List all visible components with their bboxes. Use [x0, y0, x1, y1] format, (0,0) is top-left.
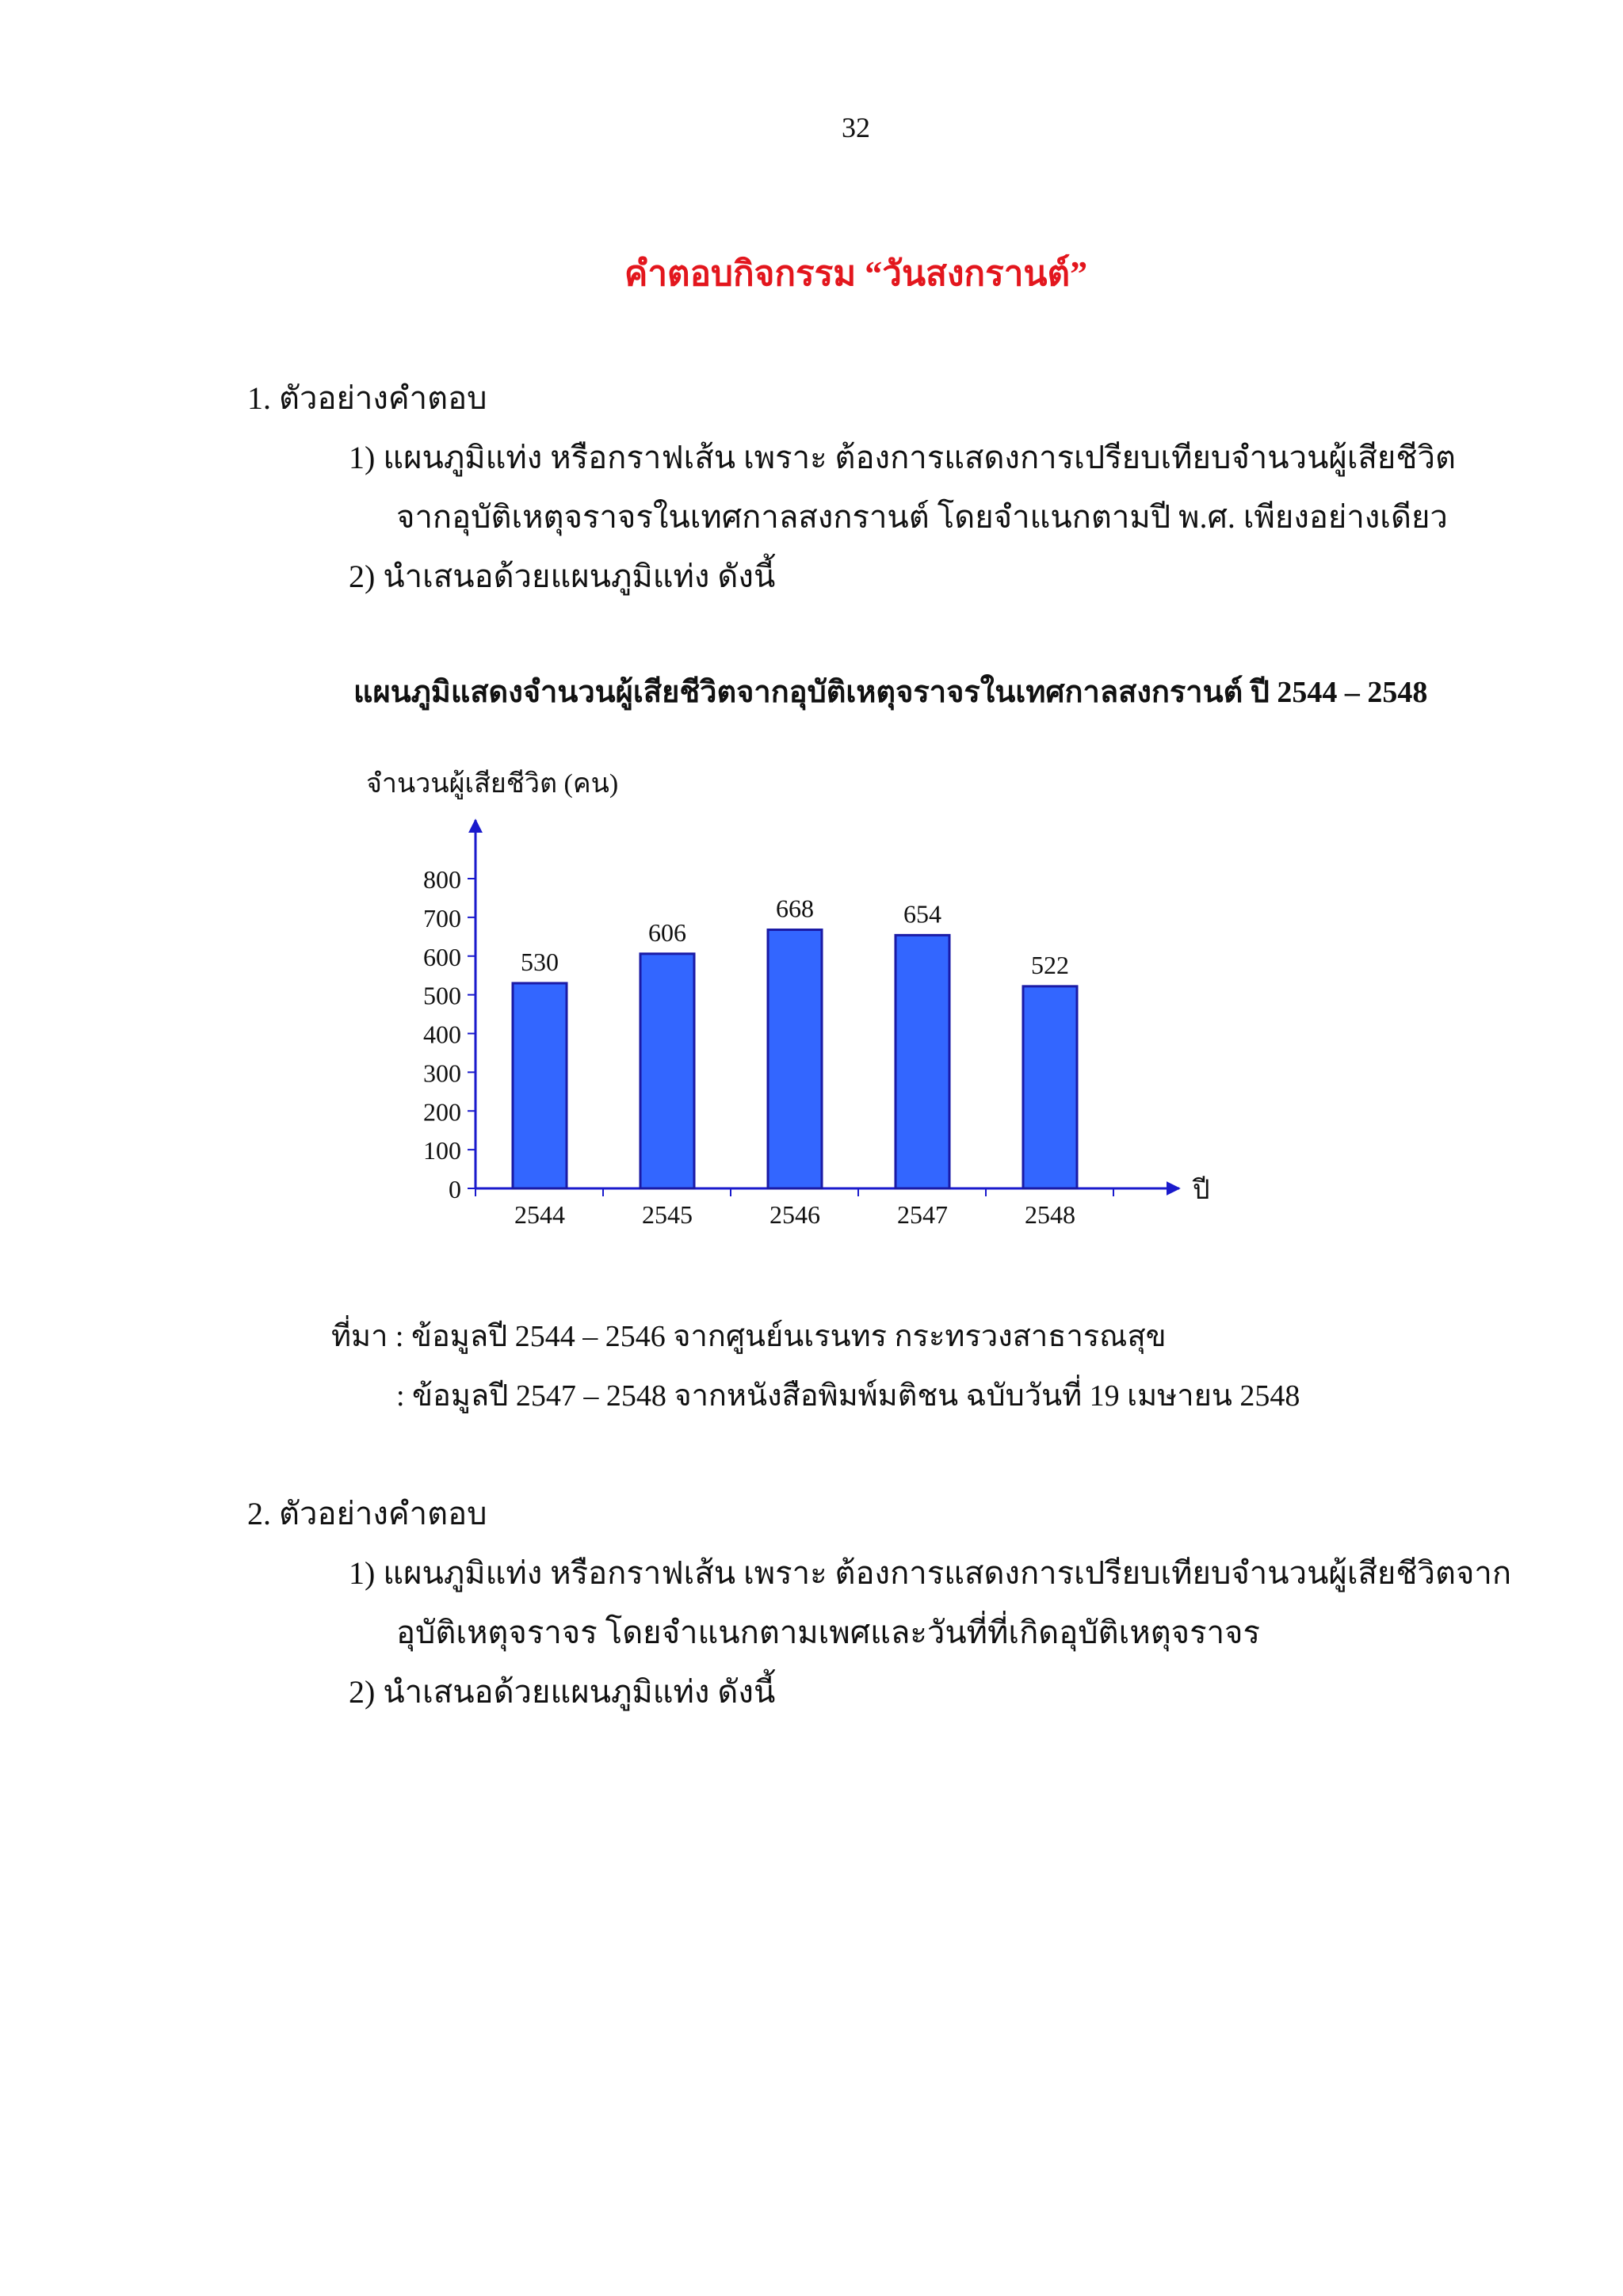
bar-2548 — [1023, 986, 1077, 1188]
section2-item2: 2) นำเสนอด้วยแผนภูมิแท่ง ดังนี้ — [349, 1674, 776, 1710]
x-tick-label: 2545 — [642, 1200, 693, 1229]
y-axis-label: จำนวนผู้เสียชีวิต (คน) — [366, 769, 619, 799]
x-tick-label: 2547 — [897, 1200, 948, 1229]
data-label: 668 — [776, 894, 814, 923]
y-tick-label: 600 — [423, 942, 461, 971]
data-label: 654 — [903, 899, 941, 929]
y-tick-label: 500 — [423, 981, 461, 1010]
source-line2: : ข้อมูลปี 2547 – 2548 จากหนังสือพิมพ์มติชน ฉบับวันที่ 19 เมษายน 2548 — [396, 1379, 1300, 1413]
section2-item1-line1: 1) แผนภูมิแท่ง หรือกราฟเส้น เพราะ ต้องการแสดงการเปรียบเทียบจำนวนผู้เสียชีวิตจาก — [349, 1555, 1512, 1591]
y-tick-label: 400 — [423, 1020, 461, 1049]
data-label: 606 — [648, 917, 686, 947]
y-tick-label: 700 — [423, 903, 461, 933]
y-tick-label: 0 — [449, 1175, 461, 1203]
bar-2545 — [640, 954, 694, 1188]
section2-item1-line2: อุบัติเหตุจราจร โดยจำแนกตามเพศและวันที่ที่เกิดอุบัติเหตุจราจร — [396, 1615, 1260, 1650]
section1-item2: 2) นำเสนอด้วยแผนภูมิแท่ง ดังนี้ — [349, 559, 776, 594]
x-axis-label: ปี — [1193, 1176, 1210, 1205]
y-tick-label: 800 — [423, 865, 461, 894]
x-tick-label: 2546 — [769, 1200, 820, 1229]
bar-2546 — [768, 930, 822, 1188]
page-title: คำตอบกิจกรรม “วันสงกรานต์” — [624, 254, 1088, 293]
section1-item1-line1: 1) แผนภูมิแท่ง หรือกราฟเส้น เพราะ ต้องการแสดงการเปรียบเทียบจำนวนผู้เสียชีวิต — [349, 440, 1456, 475]
bar-2547 — [896, 935, 949, 1188]
y-tick-label: 100 — [423, 1136, 461, 1165]
x-tick-label: 2548 — [1025, 1200, 1075, 1229]
bar-2544 — [513, 983, 567, 1188]
data-label: 522 — [1031, 950, 1069, 979]
section1-heading: 1. ตัวอย่างคำตอบ — [247, 380, 487, 416]
y-tick-label: 200 — [423, 1097, 461, 1127]
data-label: 530 — [521, 947, 559, 976]
chart-title: แผนภูมิแสดงจำนวนผู้เสียชีวิตจากอุบัติเหตุจราจรในเทศกาลสงกรานต์ ปี 2544 – 2548 — [353, 676, 1428, 709]
section2-heading: 2. ตัวอย่างคำตอบ — [247, 1496, 487, 1531]
source-line1: ที่มา : ข้อมูลปี 2544 – 2546 จากศูนย์นเรนทร กระทรวงสาธารณสุข — [331, 1320, 1167, 1353]
x-tick-label: 2544 — [514, 1200, 565, 1229]
section1-item1-line2: จากอุบัติเหตุจราจรในเทศกาลสงกรานต์ โดยจำแนกตามปี พ.ศ. เพียงอย่างเดียว — [396, 499, 1448, 535]
page-number: 32 — [842, 112, 870, 143]
y-tick-label: 300 — [423, 1058, 461, 1088]
